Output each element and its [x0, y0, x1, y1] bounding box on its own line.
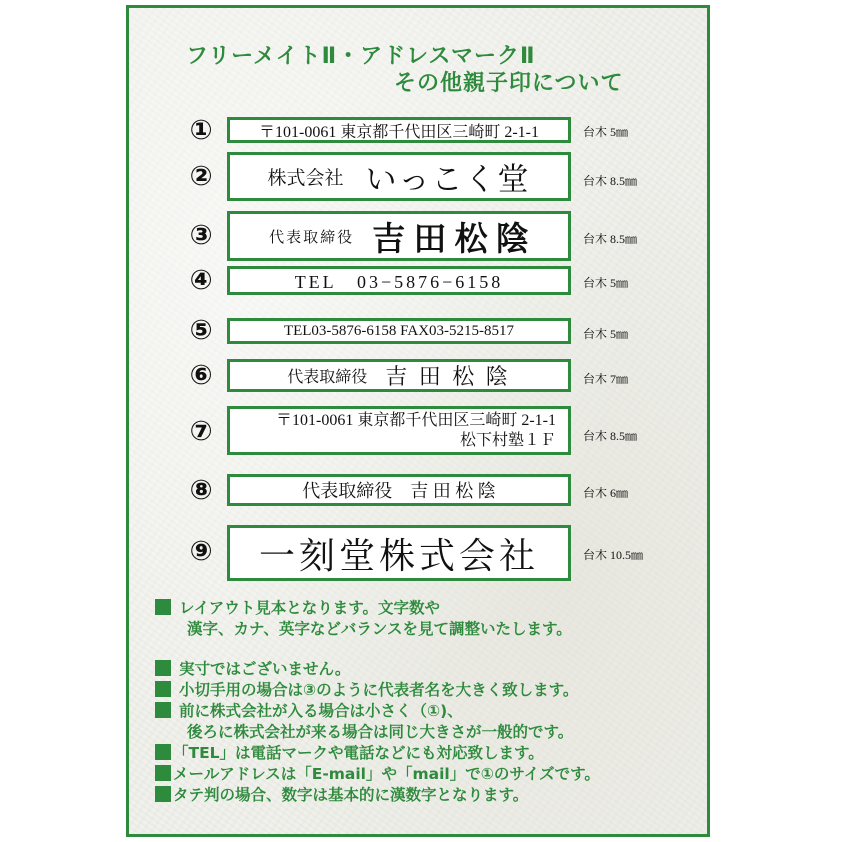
note-line: 小切手用の場合は③のように代表者名を大きく致します。 — [155, 680, 700, 701]
square-bullet-icon — [155, 599, 171, 615]
stamp-sample-company-large — [227, 525, 571, 581]
size-label: 台木 5㎜ — [583, 125, 629, 139]
stamp-sample-tel — [227, 266, 571, 295]
square-bullet-icon — [155, 786, 171, 802]
size-label: 台木 6㎜ — [583, 486, 629, 500]
stamp-prefix: 代表取締役 — [269, 229, 355, 246]
item-number: ⑧ — [189, 475, 213, 506]
square-bullet-icon — [155, 765, 171, 781]
stamp-sample-representative — [227, 211, 571, 261]
note-line: メールアドレスは「E-mail」や「mail」で①のサイズです。 — [155, 764, 700, 785]
stamp-text: 一刻堂株式会社 — [258, 535, 539, 576]
item-number: ⑨ — [189, 536, 213, 567]
note-line: レイアウト見本となります。文字数や — [155, 598, 700, 619]
note-line: 漢字、カナ、英字などバランスを見て調整いたします。 — [187, 620, 572, 638]
size-label: 台木 10.5㎜ — [583, 548, 644, 562]
stamp-text: 〒101-0061 東京都千代田区三崎町 2-1-1 — [259, 123, 539, 141]
note-line: タテ判の場合、数字は基本的に漢数字となります。 — [155, 785, 700, 806]
note-line: 「TEL」は電話マークや電話などにも対応致します。 — [155, 743, 700, 764]
size-label: 台木 5㎜ — [583, 327, 629, 341]
stamp-sample-company — [227, 152, 571, 201]
note-line: 前に株式会社が入る場合は小さく（①)、 — [155, 701, 700, 722]
size-label: 台木 8.5㎜ — [583, 429, 638, 443]
stamp-sample-tel-fax — [227, 318, 571, 344]
stamp-text: TEL03-5876-6158 FAX03-5215-8517 — [283, 322, 515, 339]
stamp-sample-representative-one-line — [227, 474, 571, 506]
item-number: ③ — [189, 220, 213, 251]
size-label: 台木 8.5㎜ — [583, 232, 638, 246]
size-label: 台木 7㎜ — [583, 372, 629, 386]
stamp-main: 吉 田 松 陰 — [385, 364, 511, 389]
stamp-prefix: 代表取締役 — [287, 369, 368, 386]
stamp-sample-address — [227, 117, 571, 143]
stamp-text-line-1: 〒101-0061 東京都千代田区三崎町 2-1-1 — [276, 411, 556, 429]
note-line: 後ろに株式会社が来る場合は同じ大きさが一般的です。 — [187, 723, 574, 741]
stamp-prefix: 株式会社 — [267, 168, 344, 189]
square-bullet-icon — [155, 744, 171, 760]
title-line-2: その他親子印について — [394, 71, 624, 96]
stamp-sample-address-two-line — [227, 406, 571, 455]
stamp-text-line-2: 松下村塾１Ｆ — [459, 431, 556, 449]
notes-details — [155, 659, 700, 806]
stamp-sample-representative-small — [227, 359, 571, 392]
item-number: ⑤ — [189, 315, 213, 346]
square-bullet-icon — [155, 702, 171, 718]
notes-layout — [155, 598, 700, 640]
item-number: ④ — [189, 265, 213, 296]
square-bullet-icon — [155, 681, 171, 697]
item-number: ② — [189, 161, 213, 192]
note-line: 実寸ではございません。 — [155, 659, 700, 680]
size-label: 台木 5㎜ — [583, 276, 629, 290]
item-number: ⑥ — [189, 360, 213, 391]
size-label: 台木 8.5㎜ — [583, 174, 638, 188]
stamp-main: いっこく堂 — [365, 162, 531, 197]
item-number: ① — [189, 115, 213, 146]
item-number: ⑦ — [189, 416, 213, 447]
square-bullet-icon — [155, 660, 171, 676]
stamp-main: 吉 田 松 陰 — [372, 221, 529, 258]
stamp-text: 代表取締役 吉 田 松 陰 — [302, 481, 496, 501]
title-line-1: フリーメイトⅡ・アドレスマークⅡ — [186, 44, 536, 69]
stamp-text: TEL 03−5876−6158 — [294, 271, 504, 292]
